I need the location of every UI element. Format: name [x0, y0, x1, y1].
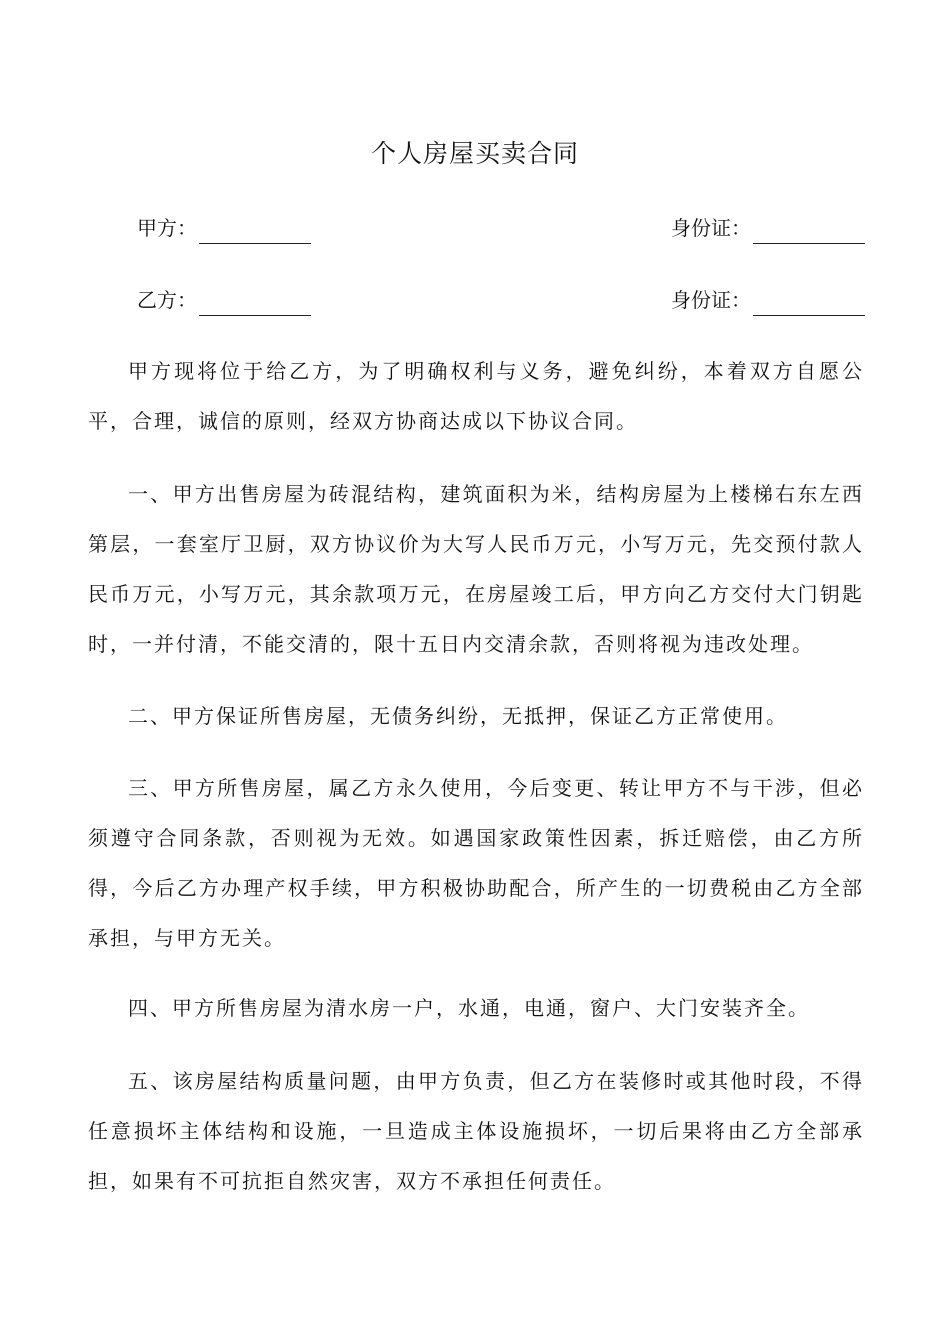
- party-b-id-field: [671, 284, 865, 316]
- intro-paragraph: 甲方现将位于给乙方，为了明确权利与义务，避免纠纷，本着双方自愿公平，合理，诚信的原则，经双方协商达成以下协议合同。: [88, 359, 864, 433]
- clause-1-paragraph: 一、甲方出售房屋为砖混结构，建筑面积为米，结构房屋为上楼梯右东左西第层，一套室厅卫厨，双方协议价为大写人民币万元，小写万元，先交预付款人民币万元，小写万元，其余款项万元，在房屋竣工后，甲方向乙方交付大门钥匙时，一并付清，不能交清的，限十五日内交清余款，否则将视为违改处理。: [88, 482, 864, 656]
- party-b-name-blank: [199, 291, 311, 316]
- document-title: 个人房屋买卖合同: [370, 139, 579, 168]
- party-b-name-field: [137, 284, 311, 316]
- party-b-id-blank: [753, 291, 865, 316]
- party-a-id-blank: [753, 219, 865, 244]
- clause-5-paragraph: 五、该房屋结构质量问题，由甲方负责，但乙方在装修时或其他时段，不得任意损坏主体结构和设施，一旦造成主体设施损坏，一切后果将由乙方全部承担，如果有不可抗拒自然灾害，双方不承担任何责任。: [88, 1069, 864, 1193]
- party-a-id-field: [671, 212, 865, 244]
- clause-2-paragraph: 二、甲方保证所售房屋，无债务纠纷，无抵押，保证乙方正常使用。: [128, 704, 788, 728]
- clause-3-paragraph: 三、甲方所售房屋，属乙方永久使用，今后变更、转让甲方不与干涉，但必须遵守合同条款，否则视为无效。如遇国家政策性因素，拆迁赔偿，由乙方所得，今后乙方办理产权手续，甲方积极协助配合，所产生的一切费税由乙方全部承担，与甲方无关。: [88, 776, 864, 950]
- party-a-label: 甲方：: [137, 216, 197, 240]
- party-a-name-field: [137, 212, 311, 244]
- party-b-row: [137, 284, 865, 316]
- party-a-id-label: 身份证：: [671, 216, 751, 240]
- party-a-row: [137, 212, 865, 244]
- party-a-name-blank: [199, 219, 311, 244]
- party-b-label: 乙方：: [137, 288, 197, 312]
- party-b-id-label: 身份证：: [671, 288, 751, 312]
- clause-4-paragraph: 四、甲方所售房屋为清水房一户，水通，电通，窗户、大门安装齐全。: [128, 996, 810, 1020]
